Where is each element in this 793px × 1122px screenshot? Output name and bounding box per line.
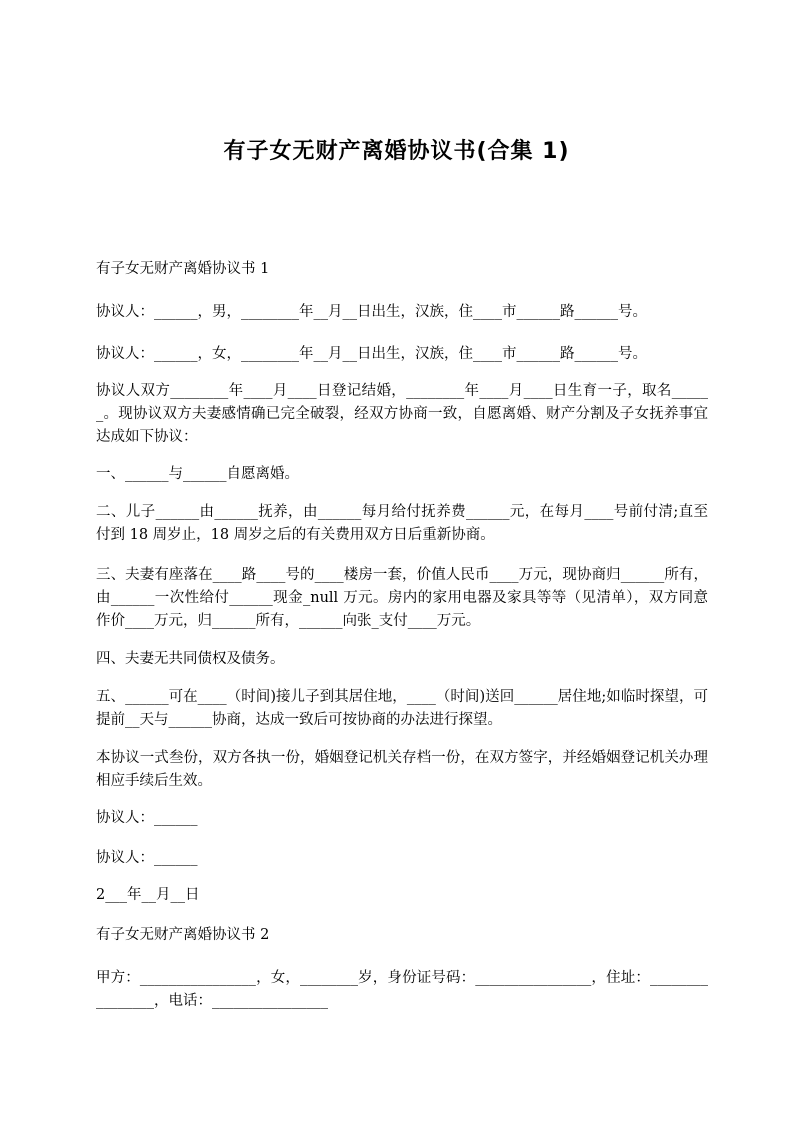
clause-2: 二、儿子______由______抚养，由______每月给付抚养费______元，在每月____号前付清;直至付到 18 周岁止，18 周岁之后的有关费用双方日后重新协商。 — [96, 504, 708, 543]
party-a-info: 甲方：________________，女，________岁，身份证号码：________________，住址：________________，电话：________________ — [96, 970, 708, 1009]
party-female-line: 协议人：______，女，________年__月__日出生，汉族，住____市______路______号。 — [96, 346, 647, 362]
clause-1: 一、______与______自愿离婚。 — [96, 466, 299, 482]
date-line: 2___年__月__日 — [96, 887, 200, 903]
effect-clause: 本协议一式叁份，双方各执一份，婚姻登记机关存档一份，在双方签字，并经婚姻登记机关办理相应手续后生效。 — [96, 750, 708, 789]
signature-line-1: 协议人：______ — [96, 810, 198, 826]
clause-5: 五、______可在____（时间)接儿子到其居住地，____（时间)送回______居住地;如临时探望，可提前__天与______协商，达成一致后可按协商的办法进行探望。 — [96, 689, 708, 728]
document-title: 有子女无财产离婚协议书(合集 1) — [223, 139, 570, 164]
marriage-info-paragraph: 协议人双方________年____月____日登记结婚，________年____月____日生育一子，取名______。现协议双方夫妻感情确已完全破裂，经双方协商一致，自愿离婚、财产分割及子女抚养事宜达成如下协议： — [96, 383, 708, 445]
clause-4: 四、夫妻无共同债权及债务。 — [96, 651, 285, 667]
party-male-line: 协议人：______，男，________年__月__日出生，汉族，住____市______路______号。 — [96, 304, 647, 320]
section-heading-2: 有子女无财产离婚协议书 2 — [96, 927, 270, 943]
signature-line-2: 协议人：______ — [96, 850, 198, 866]
section-heading-1: 有子女无财产离婚协议书 1 — [96, 261, 270, 277]
clause-3: 三、夫妻有座落在____路____号的____楼房一套，价值人民币____万元，现协商归______所有，由______一次性给付______现金_null 万元。房内的家用电器及家具等等（见清单），双方同意作价____万元，归______所有，______向张_支付____万元。 — [96, 567, 708, 629]
